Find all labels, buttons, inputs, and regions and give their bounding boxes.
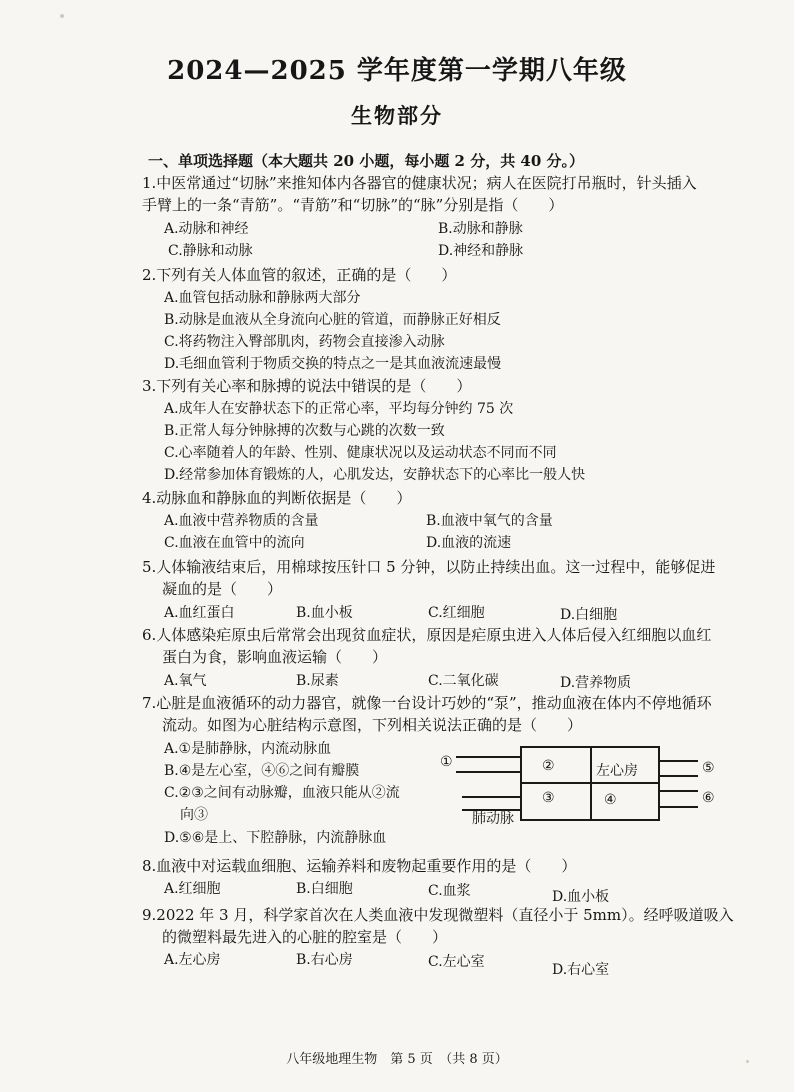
question-4-option-d: D.血液的流速	[426, 535, 512, 551]
vessel-6-upper	[658, 790, 698, 792]
question-8-option-c: C.血浆	[428, 883, 471, 899]
question-5-option-b: B.血小板	[296, 605, 353, 621]
question-9-line-2: 的微塑料最先进入的心脏的腔室是（ ）	[162, 928, 448, 946]
question-7-option-c-cont: 向③	[180, 807, 208, 823]
question-3-option-c: C.心率随着人的年龄、性别、健康状况以及运动状态不同而不同	[164, 445, 557, 461]
question-9-option-a: A.左心房	[164, 952, 221, 968]
question-6-line-2: 蛋白为食，影响血液运输（ ）	[162, 648, 388, 666]
question-1-option-c: C.静脉和动脉	[168, 243, 253, 259]
diagram-label-3: ③	[542, 790, 555, 806]
question-4-line-1: 4.动脉血和静脉血的判断依据是（ ）	[142, 489, 412, 507]
vessel-5-lower	[658, 775, 698, 777]
question-3-option-a: A.成年人在安静状态下的正常心率，平均每分钟约 75 次	[164, 401, 514, 417]
question-1-option-b: B.动脉和静脉	[438, 221, 523, 237]
question-8-line-1: 8.血液中对运载血细胞、运输养料和废物起重要作用的是（ ）	[142, 857, 577, 875]
vessel-5-upper	[658, 760, 698, 762]
question-7-option-d: D.⑤⑥是上、下腔静脉，内流静脉血	[164, 830, 387, 846]
question-9-option-b: B.右心房	[296, 952, 353, 968]
vessel-1-upper	[456, 756, 522, 758]
diagram-label-4: ④	[604, 792, 617, 808]
diagram-label-left-atrium: 左心房	[596, 763, 638, 779]
question-5-line-1: 5.人体输液结束后，用棉球按压针口 5 分钟，以防止持续出血。这一过程中，能够促进	[142, 558, 716, 576]
exam-title: 2024—2025 学年度第一学期八年级	[167, 56, 627, 86]
heart-structure-diagram	[436, 746, 736, 830]
scan-speck	[746, 1060, 749, 1063]
diagram-label-2: ②	[542, 758, 555, 774]
diagram-label-1: ①	[440, 754, 453, 770]
question-6-option-b: B.尿素	[296, 673, 339, 689]
vessel-6-lower	[658, 806, 698, 808]
page-footer: 八年级地理生物 第 5 页 （共 8 页）	[286, 1052, 508, 1067]
question-7-line-2: 流动。如图为心脏结构示意图，下列相关说法正确的是（ ）	[162, 716, 583, 734]
question-7-line-1: 7.心脏是血液循环的动力器官，就像一台设计巧妙的“泵”，推动血液在体内不停地循环	[142, 694, 712, 712]
question-4-option-c: C.血液在血管中的流向	[164, 535, 305, 551]
question-5-line-2: 凝血的是（ ）	[162, 580, 283, 598]
question-6-option-a: A.氧气	[164, 673, 207, 689]
question-1-line-2: 手臂上的一条“青筋”。“青筋”和“切脉”的“脉”分别是指（ ）	[142, 196, 564, 214]
question-4-option-a: A.血液中营养物质的含量	[164, 513, 319, 529]
question-6-option-d: D.营养物质	[560, 675, 632, 691]
question-3-line-1: 3.下列有关心率和脉搏的说法中错误的是（ ）	[142, 377, 472, 395]
question-8-option-d: D.血小板	[552, 889, 610, 905]
pulmonary-artery-upper	[462, 796, 522, 798]
question-7-option-b: B.④是左心室，④⑥之间有瓣膜	[164, 763, 360, 779]
question-9-option-c: C.左心室	[428, 954, 485, 970]
question-3-option-d: D.经常参加体育锻炼的人，心肌发达，安静状态下的心率比一般人快	[164, 467, 586, 483]
question-7-option-a: A.①是肺静脉，内流动脉血	[164, 741, 332, 757]
question-8-option-a: A.红细胞	[164, 881, 221, 897]
question-2-option-a: A.血管包括动脉和静脉两大部分	[164, 290, 361, 306]
question-1-option-a: A.动脉和神经	[164, 221, 249, 237]
question-1-option-d: D.神经和静脉	[438, 243, 524, 259]
diagram-label-pulmonary-artery: 肺动脉	[472, 811, 514, 827]
question-2-line-1: 2.下列有关人体血管的叙述，正确的是（ ）	[142, 266, 457, 284]
question-9-option-d: D.右心室	[552, 962, 610, 978]
question-5-option-a: A.血红蛋白	[164, 605, 235, 621]
question-6-option-c: C.二氧化碳	[428, 673, 499, 689]
section-heading: 一、单项选择题（本大题共 20 小题，每小题 2 分，共 40 分。）	[148, 152, 585, 170]
question-7-option-c: C.②③之间有动脉瓣，血液只能从②流	[164, 785, 400, 801]
scan-speck	[60, 14, 64, 18]
question-9-line-1: 9.2022 年 3 月，科学家首次在人类血液中发现微塑料（直径小于 5mm）。经呼吸道吸入	[142, 906, 734, 924]
question-2-option-c: C.将药物注入臀部肌肉，药物会直接渗入动脉	[164, 334, 445, 350]
question-5-option-d: D.白细胞	[560, 607, 618, 623]
vessel-1-lower	[456, 771, 522, 773]
heart-valve-line	[520, 782, 660, 784]
question-1-line-1: 1.中医常通过“切脉”来推知体内各器官的健康状况；病人在医院打吊瓶时，针头插入	[142, 174, 697, 192]
diagram-label-6: ⑥	[702, 790, 715, 806]
question-2-option-d: D.毛细血管利于物质交换的特点之一是其血液流速最慢	[164, 356, 502, 372]
question-8-option-b: B.白细胞	[296, 881, 353, 897]
diagram-label-5: ⑤	[702, 760, 715, 776]
exam-subtitle: 生物部分	[351, 103, 443, 128]
question-6-line-1: 6.人体感染疟原虫后常常会出现贫血症状，原因是疟原虫进入人体后侵入红细胞以血红	[142, 626, 712, 644]
question-5-option-c: C.红细胞	[428, 605, 485, 621]
question-2-option-b: B.动脉是血液从全身流向心脏的管道，而静脉正好相反	[164, 312, 501, 328]
question-4-option-b: B.血液中氧气的含量	[426, 513, 553, 529]
question-3-option-b: B.正常人每分钟脉搏的次数与心跳的次数一致	[164, 423, 445, 439]
